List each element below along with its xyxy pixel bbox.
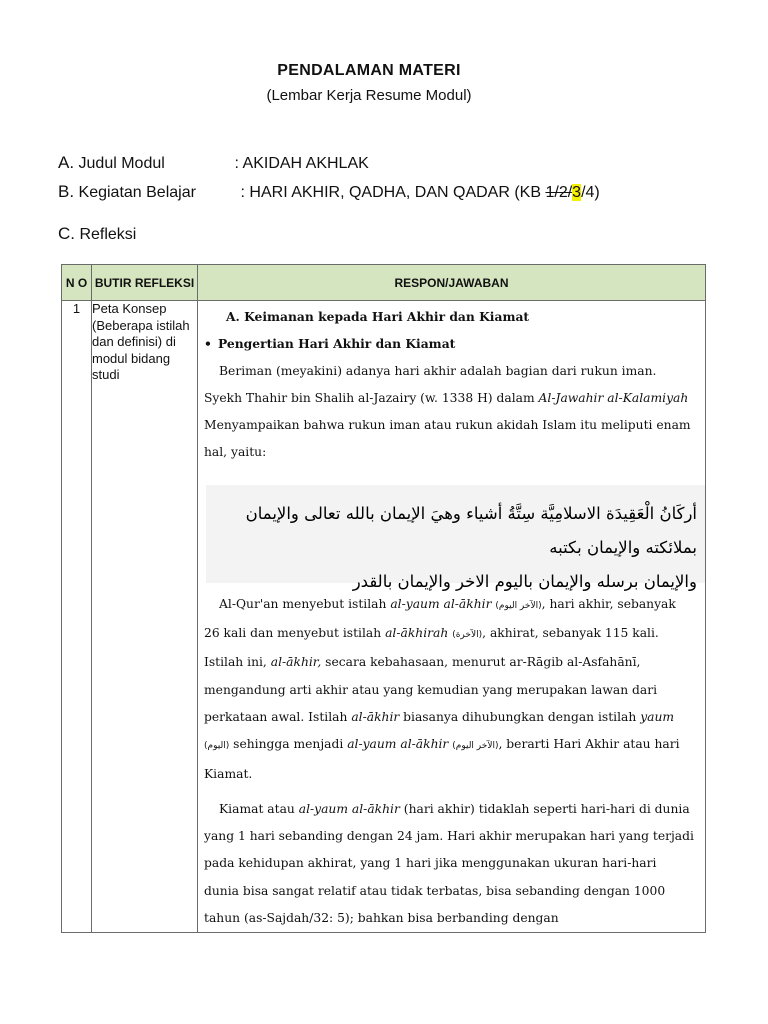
meta-letter: B. (58, 182, 75, 201)
text: (hari akhir) tidaklah seperti hari-hari di dunia yang 1 hari sebanding dengan 24 jam. Hari akhir merupakan hari yang terjadi pada kehidupan akhirat, yang 1 hari jika menggunakan ukuran hari-hari dunia bisa sangat relatif atau tidak terbatas, bisa sebanding dengan 1000 tahun (as-Sajdah/32: 5); bahkan bisa berbanding dengan (204, 801, 694, 926)
meta-refleksi (58, 224, 136, 244)
term: al-ākhirah (385, 626, 449, 641)
struck-kb-numbers: 1/2/ (545, 184, 573, 201)
text: sehingga menjadi (229, 737, 348, 752)
term: yaum (640, 709, 675, 724)
section-heading: A. Keimanan kepada Hari Akhir dan Kiamat (226, 309, 530, 324)
arabic-term: (الآخر اليوم) (495, 600, 542, 611)
text: , akhirat, sebanyak 115 kali. Istilah ini, (204, 626, 659, 670)
header-respon-jawaban: RESPON/JAWABAN (198, 265, 706, 301)
row-respon (198, 301, 706, 933)
arabic-term: (اليوم) (204, 741, 230, 752)
row-butir: Peta Konsep (Beberapa istilah dan definisi) di modul bidang studi (92, 301, 198, 933)
paragraph-2 (204, 591, 695, 788)
meta-letter: A. (58, 153, 75, 172)
paragraph-1 (204, 358, 695, 467)
table-row (62, 301, 706, 933)
text: secara kebahasaan, menurut ar-Rāgib al-Asfahānī, mengandung arti akhir atau yang kemudian yang merupakan lawan dari perkataan awal. Istilah (204, 655, 658, 724)
meta-label: Judul Modul (78, 155, 165, 172)
meta-label: Kegiatan Belajar (78, 184, 196, 201)
meta-value-end: /4) (581, 184, 600, 201)
table-header-row (62, 265, 706, 301)
term: al-ākhir (351, 709, 400, 724)
paragraph-3 (204, 796, 695, 932)
document-title: PENDALAMAN MATERI (277, 62, 461, 79)
reflection-table (61, 264, 706, 933)
row-number: 1 (62, 301, 92, 933)
meta-judul-modul (58, 153, 369, 173)
header-no: N O (62, 265, 92, 301)
term: al-yaum al-ākhir (390, 596, 492, 611)
text: , berarti Hari Akhir atau hari Kiamat. (204, 737, 680, 781)
text: biasanya dihubungkan dengan istilah (399, 709, 641, 724)
meta-value: : AKIDAH AKHLAK (234, 155, 369, 172)
bullet-icon: • (204, 336, 212, 352)
book-title: Al-Jawahir al-Kalamiyah (538, 390, 689, 405)
arabic-term: (الآخرة) (452, 630, 483, 641)
term: al-yaum al-ākhir (298, 801, 400, 816)
term: al-ākhir, (270, 655, 322, 670)
arabic-line-1: أركَانُ الْعَقِيدَة الاسلامِيَّة سِتَّةُ أشياء وهيَ الإيمان بالله تعالى والإيمان بملائكته والإيمان بكتبه (245, 503, 697, 557)
text: Al-Qur'an menyebut istilah (219, 596, 391, 611)
arabic-term: (الآخر اليوم) (452, 741, 499, 752)
meta-label: Refleksi (79, 226, 137, 243)
text: Kiamat atau (219, 801, 299, 816)
text: Beriman (meyakini) adanya hari akhir adalah bagian dari rukun iman. Syekh Thahir bin Shalih al-Jazairy (w. 1338 H) dalam (204, 363, 657, 405)
document-subtitle: (Lembar Kerja Resume Modul) (266, 87, 472, 104)
meta-value: : HARI AKHIR, QADHA, DAN QADAR (KB (240, 184, 546, 201)
text: , hari akhir, sebanyak 26 kali dan menyebut istilah (204, 596, 676, 641)
arabic-quote-image (206, 485, 705, 591)
meta-kegiatan-belajar (58, 182, 600, 202)
arabic-line-2: والإيمان برسله والإيمان باليوم الاخر والإيمان بالقدر (352, 571, 697, 591)
bullet-heading-text: Pengertian Hari Akhir dan Kiamat (218, 336, 456, 352)
meta-letter: C. (58, 224, 75, 243)
text: Menyampaikan bahwa rukun iman atau rukun akidah Islam itu meliputi enam hal, yaitu: (204, 418, 691, 460)
term: al-yaum al-ākhir (347, 737, 449, 752)
bullet-heading (204, 330, 695, 357)
header-butir-refleksi: BUTIR REFLEKSI (92, 265, 198, 301)
highlighted-kb-number: 3 (572, 184, 582, 201)
